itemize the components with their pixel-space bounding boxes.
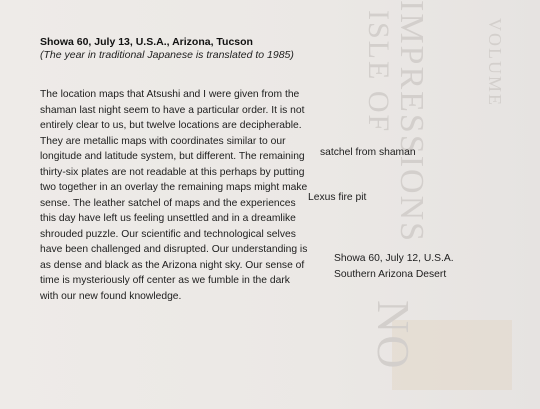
entry-subtitle: (The year in traditional Japanese is translated to 1985) (40, 49, 294, 61)
caption-fire-pit: Lexus fire pit (308, 192, 367, 203)
show-through-text: ISLE OF (362, 10, 395, 134)
entry-title: Showa 60, July 13, U.S.A., Arizona, Tucson (40, 36, 253, 48)
entry-header (40, 36, 310, 62)
show-through-text: NO (368, 300, 419, 371)
show-through-text: VOLUME (485, 18, 505, 107)
caption-date-location (334, 251, 454, 282)
show-through-text: IMPRESSIONS (393, 0, 430, 244)
caption-date: Showa 60, July 12, U.S.A. (334, 253, 454, 264)
caption-location: Southern Arizona Desert (334, 268, 447, 280)
caption-satchel: satchel from shaman (320, 147, 416, 158)
journal-paragraph: The location maps that Atsushi and I were given from the shaman last night seem to have a particular order. It is not entirely clear to us, but twelve locations are decipherable. They are metallic maps with coordinates similar to our longitude and latitude system, but different. The remaining thirty-six plates are not readable at this perhaps by putting two together in an overlay the remaining maps might make sense. The leather satchel of maps and the experiences this day have left us feeling unsettled and in a dreamlike shrouded puzzle. Our scientific and technological selves have been challenged and disrupted. Our understanding is as dense and black as the Arizona night sky. Our sense of time is mysteriously off center as we fumble in the dark with our new found knowledge. (40, 89, 308, 302)
